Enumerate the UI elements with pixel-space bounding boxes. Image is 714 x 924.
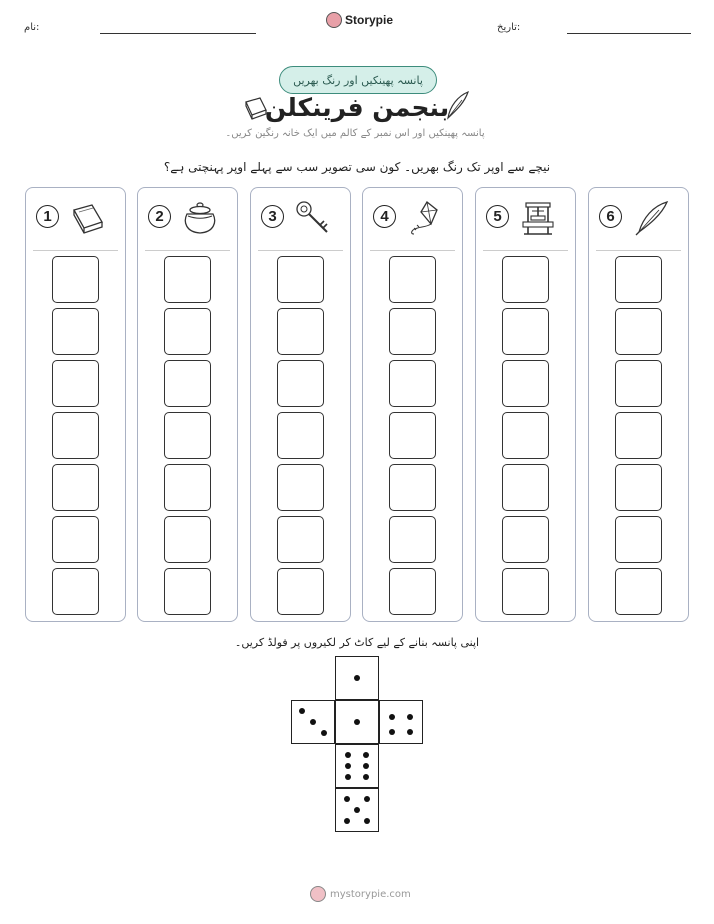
name-line — [100, 33, 256, 34]
activity-pill: پانسہ پھینکیں اور رنگ بھریں — [279, 66, 437, 94]
column-divider — [145, 250, 230, 251]
color-cell[interactable] — [389, 256, 436, 303]
instruction: نیچے سے اوپر تک رنگ بھریں۔ کون سی تصویر سب سے پہلے اوپر پہنچتی ہے؟ — [163, 160, 551, 174]
die-face-right — [379, 700, 423, 744]
color-cell[interactable] — [277, 412, 324, 459]
color-cell[interactable] — [615, 256, 662, 303]
column-number: 2 — [148, 205, 171, 228]
color-cell[interactable] — [615, 568, 662, 615]
color-cell[interactable] — [277, 256, 324, 303]
column-number: 1 — [36, 205, 59, 228]
die-pip — [363, 763, 369, 769]
brand-logo — [326, 12, 393, 28]
color-cell[interactable] — [389, 412, 436, 459]
color-cell[interactable] — [502, 256, 549, 303]
column-divider — [483, 250, 568, 251]
column-divider — [370, 250, 455, 251]
color-cell[interactable] — [164, 412, 211, 459]
color-cell[interactable] — [502, 568, 549, 615]
color-cell[interactable] — [502, 464, 549, 511]
die-face-lower — [335, 744, 379, 788]
jar-icon — [180, 200, 220, 236]
die-pip — [407, 714, 413, 720]
bear-icon — [310, 886, 326, 902]
color-cell[interactable] — [164, 360, 211, 407]
die-pip — [363, 752, 369, 758]
name-label: نام: — [24, 22, 40, 33]
quill-icon — [444, 90, 472, 122]
die-pip — [310, 719, 316, 725]
color-cell[interactable] — [615, 412, 662, 459]
die-pip — [344, 818, 350, 824]
column-divider — [596, 250, 681, 251]
die-pip — [354, 675, 360, 681]
die-pip — [354, 807, 360, 813]
footer-url: mystorypie.com — [330, 888, 411, 900]
color-cell[interactable] — [502, 516, 549, 563]
color-cell[interactable] — [164, 568, 211, 615]
color-cell[interactable] — [502, 412, 549, 459]
color-cell[interactable] — [164, 308, 211, 355]
color-cell[interactable] — [52, 360, 99, 407]
key-icon — [293, 200, 333, 236]
die-pip — [364, 796, 370, 802]
die-pip — [345, 763, 351, 769]
column-number: 6 — [599, 205, 622, 228]
date-label: تاریخ: — [497, 22, 521, 33]
die-pip — [363, 774, 369, 780]
die-pip — [344, 796, 350, 802]
die-pip — [364, 818, 370, 824]
die-pip — [345, 774, 351, 780]
quill-icon — [631, 200, 671, 236]
color-cell[interactable] — [164, 516, 211, 563]
color-cell[interactable] — [52, 412, 99, 459]
die-pip — [389, 729, 395, 735]
column-number: 3 — [261, 205, 284, 228]
color-cell[interactable] — [52, 568, 99, 615]
book-icon — [68, 200, 108, 236]
die-face-center — [335, 700, 379, 744]
die-face-top — [335, 656, 379, 700]
column-4 — [362, 187, 463, 622]
column-divider — [33, 250, 118, 251]
printing-press-icon — [518, 200, 558, 236]
kite-icon — [405, 200, 445, 236]
die-pip — [321, 730, 327, 736]
die-face-left — [291, 700, 335, 744]
brand-name: Storypie — [345, 13, 394, 27]
color-cell[interactable] — [277, 568, 324, 615]
color-cell[interactable] — [389, 464, 436, 511]
footer — [310, 886, 411, 902]
color-cell[interactable] — [164, 464, 211, 511]
die-pip — [389, 714, 395, 720]
color-cell[interactable] — [164, 256, 211, 303]
color-cell[interactable] — [389, 516, 436, 563]
column-1 — [25, 187, 126, 622]
color-cell[interactable] — [277, 308, 324, 355]
color-cell[interactable] — [615, 464, 662, 511]
die-face-bottom — [335, 788, 379, 832]
color-cell[interactable] — [389, 360, 436, 407]
column-2 — [137, 187, 238, 622]
column-divider — [258, 250, 343, 251]
color-cell[interactable] — [615, 308, 662, 355]
color-cell[interactable] — [52, 256, 99, 303]
die-pip — [407, 729, 413, 735]
page-title: بنجمن فرینکلن — [264, 93, 450, 122]
color-cell[interactable] — [52, 516, 99, 563]
column-6 — [588, 187, 689, 622]
column-number: 5 — [486, 205, 509, 228]
color-cell[interactable] — [277, 516, 324, 563]
color-cell[interactable] — [277, 360, 324, 407]
color-cell[interactable] — [502, 308, 549, 355]
cut-instruction: اپنی پانسہ بنانے کے لیے کاٹ کر لکیروں پر فولڈ کریں۔ — [234, 636, 480, 649]
color-cell[interactable] — [615, 516, 662, 563]
die-pip — [299, 708, 305, 714]
column-number: 4 — [373, 205, 396, 228]
date-line — [567, 33, 691, 34]
color-cell[interactable] — [52, 308, 99, 355]
die-pip — [345, 752, 351, 758]
color-cell[interactable] — [389, 308, 436, 355]
color-cell[interactable] — [277, 464, 324, 511]
color-cell[interactable] — [389, 568, 436, 615]
die-pip — [354, 719, 360, 725]
color-cell[interactable] — [615, 360, 662, 407]
bear-icon — [326, 12, 342, 28]
column-5 — [475, 187, 576, 622]
subtitle: پانسہ پھینکیں اور اس نمبر کے کالم میں ایک خانہ رنگین کریں۔ — [225, 128, 485, 139]
column-3 — [250, 187, 351, 622]
color-cell[interactable] — [52, 464, 99, 511]
color-cell[interactable] — [502, 360, 549, 407]
